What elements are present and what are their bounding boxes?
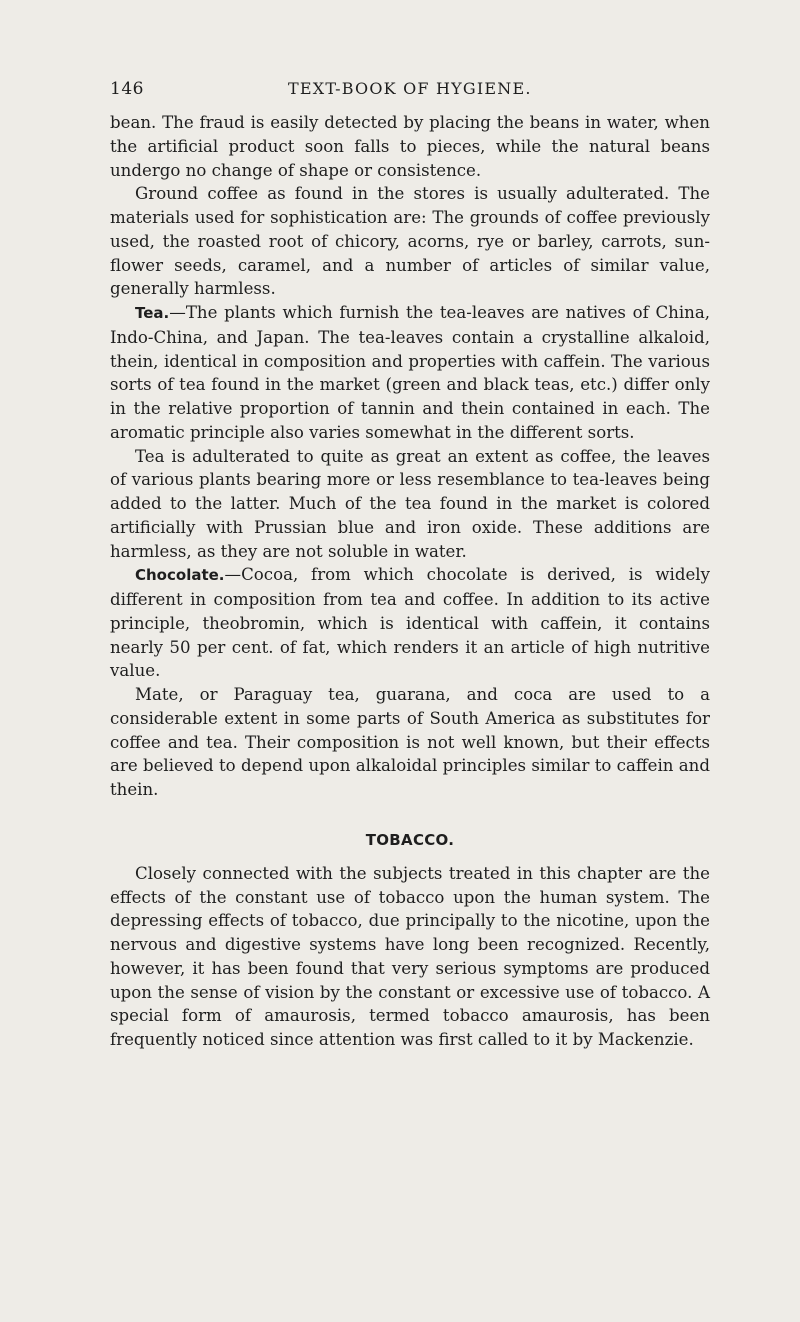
paragraph-tea (110, 301, 710, 445)
paragraph-tea-adulteration: Tea is adulterated to quite as great an extent as coffee, the leaves of various plants bearing more or less resemblance to tea-leaves being added to the latter. Much of the tea found in the market is colored artificially with Prussian blue and iron oxide. These additions are harmless, as they are not soluble in water. (110, 446, 710, 561)
run-in-heading-tea: Tea. (135, 304, 170, 322)
paragraph-coffee-beans: bean. The fraud is easily detected by placing the beans in water, when the artificial product soon falls to pieces, while the natural beans undergo no change of shape or consistence. (110, 113, 710, 180)
paragraph-mate: Mate, or Paraguay tea, guarana, and coca are used to a considerable extent in some parts of South America as substitutes for coffee and tea. Their composition is not well known, but their effects are believed to depend upon alkaloidal principles similar to caffein and thein. (110, 685, 710, 799)
paragraph-tea-text: —The plants which furnish the tea-leaves are natives of China, Indo-China, and Japan. The tea-leaves contain a crystalline alkaloid, thein, identical in composition and properties with caffein. The various sorts of tea found in the market (green and black teas, etc.) differ only in the relative proportion of tannin and thein contained in each. The aromatic principle also varies somewhat in the different sorts. (110, 303, 710, 442)
paragraph-ground-coffee: Ground coffee as found in the stores is usually adulterated. The materials used for sophistication are: The grounds of coffee previously used, the roasted root of chicory, acorns, rye or barley, carrots, sun-flower seeds, caramel, and a number of articles of similar value, generally harmless. (110, 184, 710, 299)
paragraph-chocolate-text: —Cocoa, from which chocolate is derived, is widely different in composition from tea and coffee. In addition to its active principle, theobromin, which is identical with caffein, it contains nearly 50 per cent. of fat, which renders it an article of high nutritive value. (110, 565, 710, 681)
page-number: 146 (110, 79, 144, 99)
running-title: TEXT-BOOK OF HYGIENE. (288, 79, 532, 98)
body-text (110, 111, 710, 1052)
paragraph-chocolate (110, 563, 710, 683)
section-heading-tobacco: TOBACCO. (365, 830, 455, 849)
run-in-heading-chocolate: Chocolate. (135, 566, 225, 585)
running-head (110, 79, 710, 107)
paragraph-tobacco: Closely connected with the subjects treated in this chapter are the effects of the constant use of tobacco upon the human system. The depressing effects of tobacco, due principally to the nicotine, upon the nervous and digestive systems have long been recognized. Recently, however, it has been found that very serious symptoms are produced upon the sense of vision by the constant or excessive use of tobacco. A special form of amaurosis, termed tobacco amaurosis, has been frequently noticed since attention was first called to it by Mackenzie. (110, 863, 710, 1049)
